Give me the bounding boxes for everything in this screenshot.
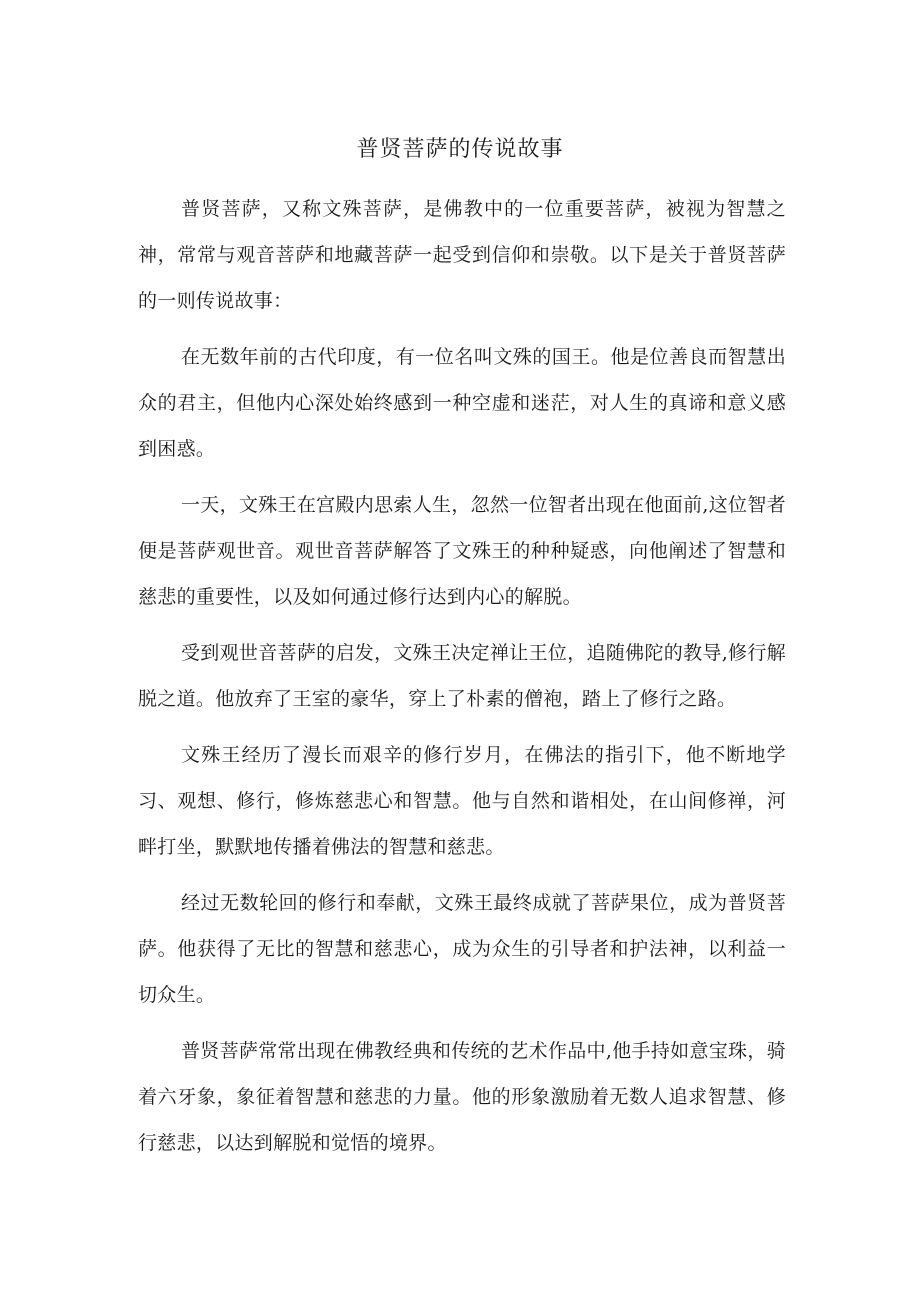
paragraph-iconography: 普贤菩萨常常出现在佛教经典和传统的艺术作品中,他手持如意宝珠，骑着六牙象，象征着智慧和慈悲的力量。他的形象激励着无数人追求智慧、修行慈悲，以达到解脱和觉悟的境界。 bbox=[138, 1040, 786, 1154]
paragraph-intro: 普贤菩萨，又称文殊菩萨，是佛教中的一位重要菩萨，被视为智慧之神，常常与观音菩萨和地藏菩萨一起受到信仰和崇敬。以下是关于普贤菩萨的一则传说故事： bbox=[138, 198, 786, 312]
paragraph-king-manjushri: 在无数年前的古代印度，有一位名叫文殊的国王。他是位善良而智慧出众的君主，但他内心深处始终感到一种空虚和迷茫，对人生的真谛和意义感到困惑。 bbox=[138, 346, 786, 460]
document-body bbox=[138, 186, 786, 1176]
page-title: 普贤菩萨的传说故事 bbox=[356, 137, 564, 162]
paragraph-attains-bodhisattva: 经过无数轮回的修行和奉献，文殊王最终成就了菩萨果位，成为普贤菩萨。他获得了无比的智慧和慈悲心，成为众生的引导者和护法神，以利益一切众生。 bbox=[138, 892, 786, 1006]
paragraph-sage-appears: 一天，文殊王在宫殿内思索人生，忽然一位智者出现在他面前,这位智者便是菩萨观世音。观世音菩萨解答了文殊王的种种疑惑，向他阐述了智慧和慈悲的重要性，以及如何通过修行达到内心的解脱。 bbox=[138, 494, 786, 608]
paragraph-practice-years: 文殊王经历了漫长而艰辛的修行岁月，在佛法的指引下，他不断地学习、观想、修行，修炼慈悲心和智慧。他与自然和谐相处，在山间修禅，河畔打坐，默默地传播着佛法的智慧和慈悲。 bbox=[138, 744, 786, 858]
paragraph-renounces-throne: 受到观世音菩萨的启发，文殊王决定禅让王位，追随佛陀的教导,修行解脱之道。他放弃了王室的豪华，穿上了朴素的僧袍，踏上了修行之路。 bbox=[138, 642, 786, 710]
